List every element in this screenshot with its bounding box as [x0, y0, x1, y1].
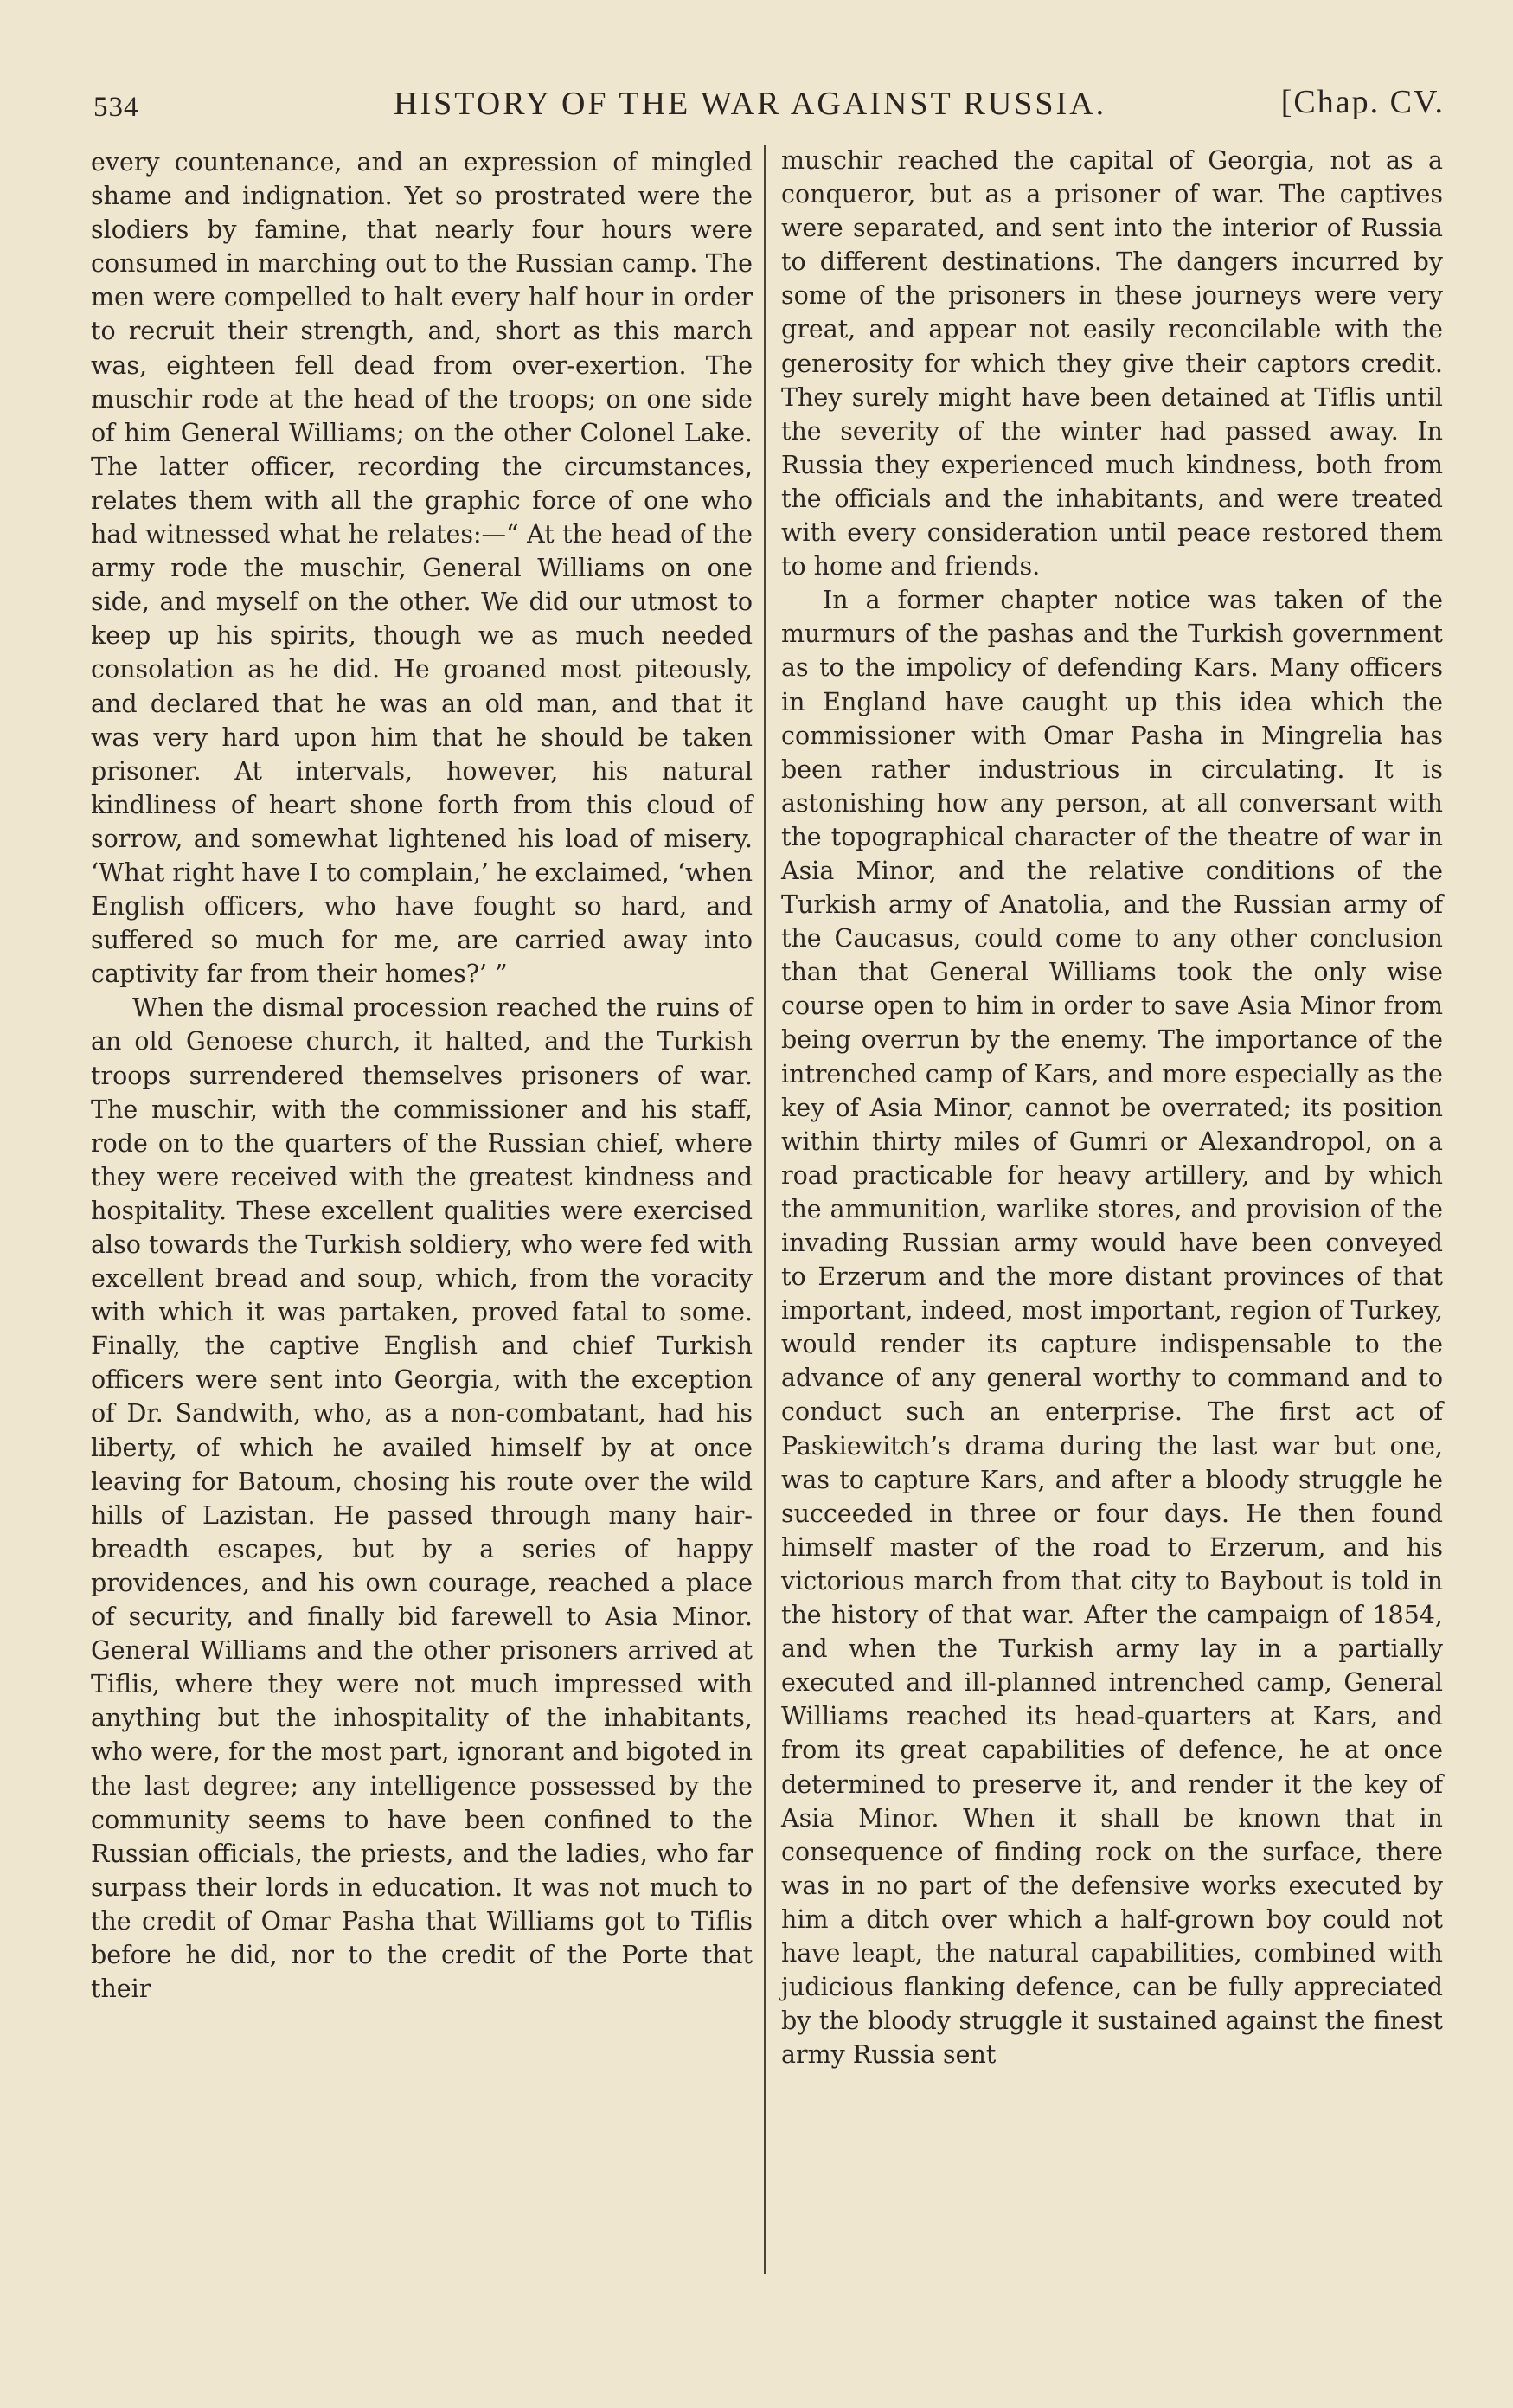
left-column: [91, 145, 753, 2006]
paragraph: When the dismal procession reached the ruins of an old Genoese church, it halted, and the Turkish troops surrendered themselves prisoners of war. The muschir, with the commissioner and his staff, rode on to the quarters of the Russian chief, where they were received with the greatest kindness and hospitality. These excellent qualities were exercised also towards the Turkish soldiery, who were fed with excellent bread and soup, which, from the voracity with which it was partaken, proved fatal to some. Finally, the captive English and chief Turkish officers were sent into Georgia, with the exception of Dr. Sandwith, who, as a non-combatant, had his liberty, of which he availed himself by at once leaving for Batoum, chosing his route over the wild hills of Lazistan. He passed through many hair-breadth escapes, but by a series of happy providences, and his own courage, reached a place of security, and finally bid farewell to Asia Minor. General Williams and the other prisoners arrived at Tiflis, where they were not much impressed with anything but the inhospitality of the inhabitants, who were, for the most part, ignorant and bigoted in the last degree; any intelligence possessed by the community seems to have been confined to the Russian officials, the priests, and the ladies, who far surpass their lords in education. It was not much to the credit of Omar Pasha that Williams got to Tiflis before he did, nor to the credit of the Porte that their: [91, 993, 753, 2004]
paragraph: muschir reached the capital of Georgia, not as a conqueror, but as a prisoner of war. The captives were separated, and sent into the interior of Russia to different destinations. The dangers incurred by some of the prisoners in these journeys were very great, and appear not easily reconcilable with the generosity for which they give their captors credit. They surely might have been detained at Tiflis until the severity of the winter had passed away. In Russia they experienced much kindness, both from the officials and the inhabitants, and were treated with every consideration until peace restored them to home and friends.: [781, 146, 1443, 581]
chapter-reference: [Chap. CV.: [1280, 84, 1445, 120]
right-column: [781, 144, 1443, 2071]
running-title: HISTORY OF THE WAR AGAINST RUSSIA.: [394, 86, 1107, 122]
page-header: [87, 76, 1445, 128]
paragraph: In a former chapter notice was taken of the murmurs of the pashas and the Turkish government as to the impolicy of defending Kars. Many officers in England have caught up this idea which the commissioner with Omar Pasha in Mingrelia has been rather industrious in circulating. It is astonishing how any person, at all conversant with the topographical character of the theatre of war in Asia Minor, and the relative conditions of the Turkish army of Anatolia, and the Russian army of the Caucasus, could come to any other conclusion than that General Williams took the only wise course open to him in order to save Asia Minor from being overrun by the enemy. The importance of the intrenched camp of Kars, and more especially as the key of Asia Minor, cannot be overrated; its position within thirty miles of Gumri or Alexandropol, on a road practicable for heavy artillery, and by which the ammunition, warlike stores, and provision of the invading Russian army would have been conveyed to Erzerum and the more distant provinces of that important, indeed, most important, region of Turkey, would render its capture indispensable to the advance of any general worthy to command and to conduct such an enterprise. The first act of Paskiewitch’s drama during the last war but one, was to capture Kars, and after a bloody struggle he succeeded in three or four days. He then found himself master of the road to Erzerum, and his victorious march from that city to Baybout is told in the history of that war. After the campaign of 1854, and when the Turkish army lay in a partially executed and ill-planned intrenched camp, General Williams reached its head-quarters at Kars, and from its great capabilities of defence, he at once determined to preserve it, and render it the key of Asia Minor. When it shall be known that in consequence of finding rock on the surface, there was in no part of the defensive works executed by him a ditch over which a half-grown boy could not have leapt, the natural capabilities, combined with judicious flanking defence, can be fully appreciated by the bloody struggle it sustained against the finest army Russia sent: [781, 586, 1443, 2070]
page-number: 534: [93, 92, 139, 123]
paragraph: every countenance, and an expression of mingled shame and indignation. Yet so prostrated were the slodiers by famine, that nearly four hours were consumed in marching out to the Russian camp. The men were compelled to halt every half hour in order to recruit their strength, and, short as this march was, eighteen fell dead from over-exertion. The muschir rode at the head of the troops; on one side of him General Williams; on the other Colonel Lake. The latter officer, recording the circumstances, relates them with all the graphic force of one who had witnessed what he relates:—“ At the head of the army rode the muschir, General Williams on one side, and myself on the other. We did our utmost to keep up his spirits, though we as much needed consolation as he did. He groaned most piteously, and declared that he was an old man, and that it was very hard upon him that he should be taken prisoner. At intervals, however, his natural kindliness of heart shone forth from this cloud of sorrow, and somewhat lightened his load of misery. ‘What right have I to complain,’ he exclaimed, ‘when English officers, who have fought so hard, and suffered so much for me, are carried away into captivity far from their homes?’ ”: [91, 148, 753, 989]
column-divider: [764, 145, 766, 2274]
